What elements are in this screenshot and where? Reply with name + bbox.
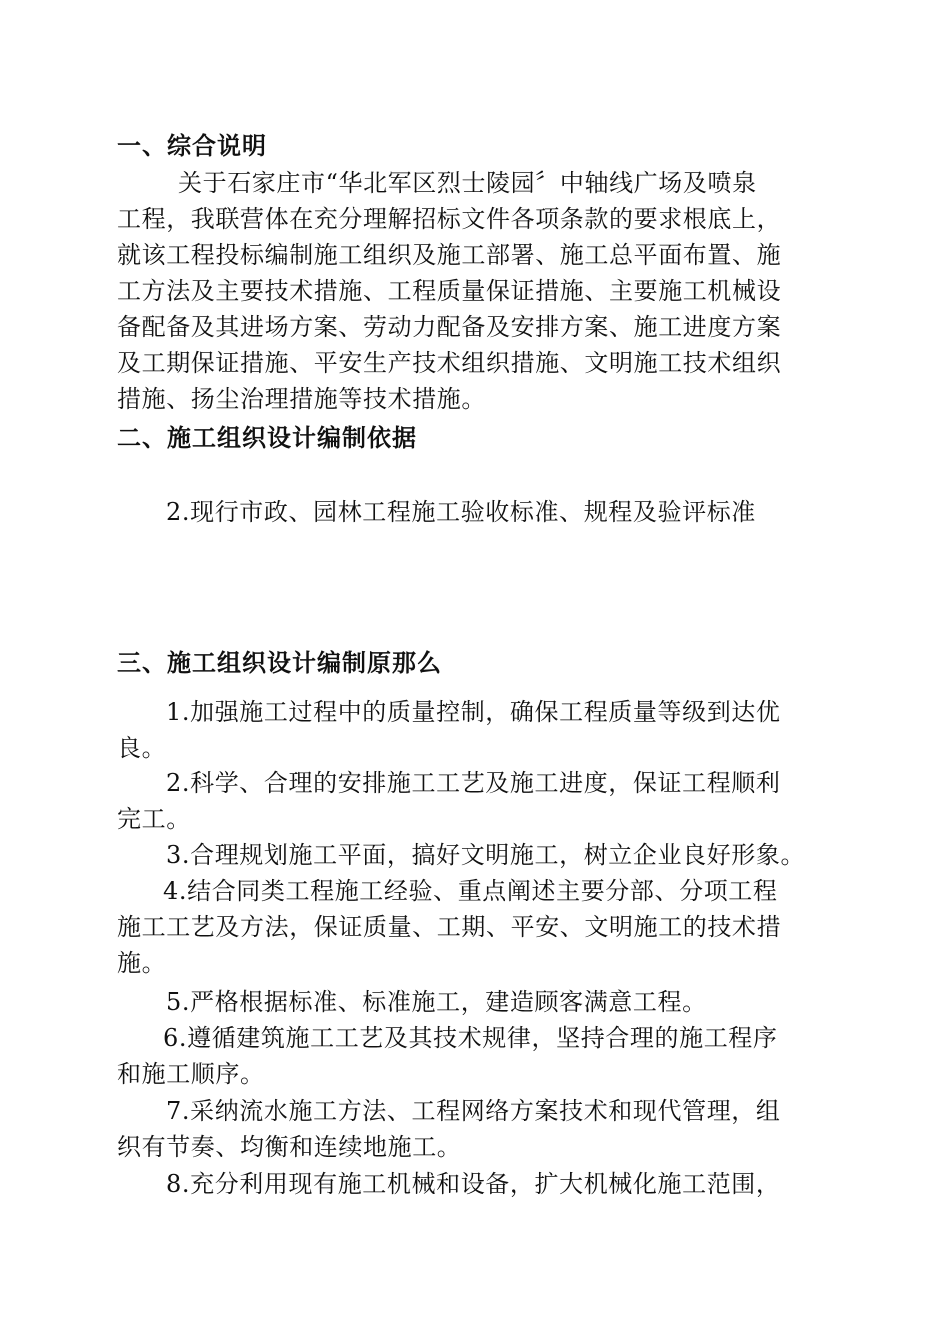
principle-4-line: 施。 (117, 949, 167, 977)
section-2-item-2: 2.现行市政、园林工程施工验收标准、规程及验评标准 (166, 498, 756, 526)
section-1-paragraph-line: 就该工程投标编制施工组织及施工部署、施工总平面布置、施 (117, 241, 782, 269)
principle-1-line: 1.加强施工过程中的质量控制，确保工程质量等级到达优 (166, 698, 781, 726)
principle-7-line: 织有节奏、均衡和连续地施工。 (117, 1133, 462, 1161)
section-1-heading: 一、综合说明 (117, 131, 267, 160)
principle-2-line: 2.科学、合理的安排施工工艺及施工进度，保证工程顺利 (166, 769, 781, 797)
principle-2-line: 完工。 (117, 805, 191, 833)
principle-4-line: 施工工艺及方法，保证质量、工期、平安、文明施工的技术措 (117, 913, 782, 941)
principle-6-line: 和施工顺序。 (117, 1060, 265, 1088)
section-3-heading: 三、施工组织设计编制原那么 (117, 648, 442, 677)
section-1-paragraph-line: 关于石家庄市“华北军区烈士陵园〞中轴线广场及喷泉 (178, 169, 757, 197)
section-1-paragraph-line: 措施、扬尘治理措施等技术措施。 (117, 385, 486, 413)
principle-6-line: 6.遵循建筑施工工艺及其技术规律，坚持合理的施工程序 (163, 1024, 778, 1052)
principle-4-line: 4.结合同类工程施工经验、重点阐述主要分部、分项工程 (163, 877, 778, 905)
principle-5-line: 5.严格根据标准、标准施工，建造顾客满意工程。 (166, 988, 707, 1016)
section-1-paragraph-line: 工程，我联营体在充分理解招标文件各项条款的要求根底上， (117, 205, 782, 233)
principle-7-line: 7.采纳流水施工方法、工程网络方案技术和现代管理，组 (166, 1097, 781, 1125)
principle-1-line: 良。 (117, 734, 167, 762)
section-2-heading: 二、施工组织设计编制依据 (117, 423, 417, 452)
section-1-paragraph-line: 工方法及主要技术措施、工程质量保证措施、主要施工机械设 (117, 277, 782, 305)
section-1-paragraph-line: 备配备及其进场方案、劳动力配备及安排方案、施工进度方案 (117, 313, 782, 341)
principle-3-line: 3.合理规划施工平面，搞好文明施工，树立企业良好形象。 (166, 841, 806, 869)
principle-8-line: 8.充分利用现有施工机械和设备，扩大机械化施工范围， (166, 1170, 781, 1198)
section-1-paragraph-line: 及工期保证措施、平安生产技术组织措施、文明施工技术组织 (117, 349, 782, 377)
